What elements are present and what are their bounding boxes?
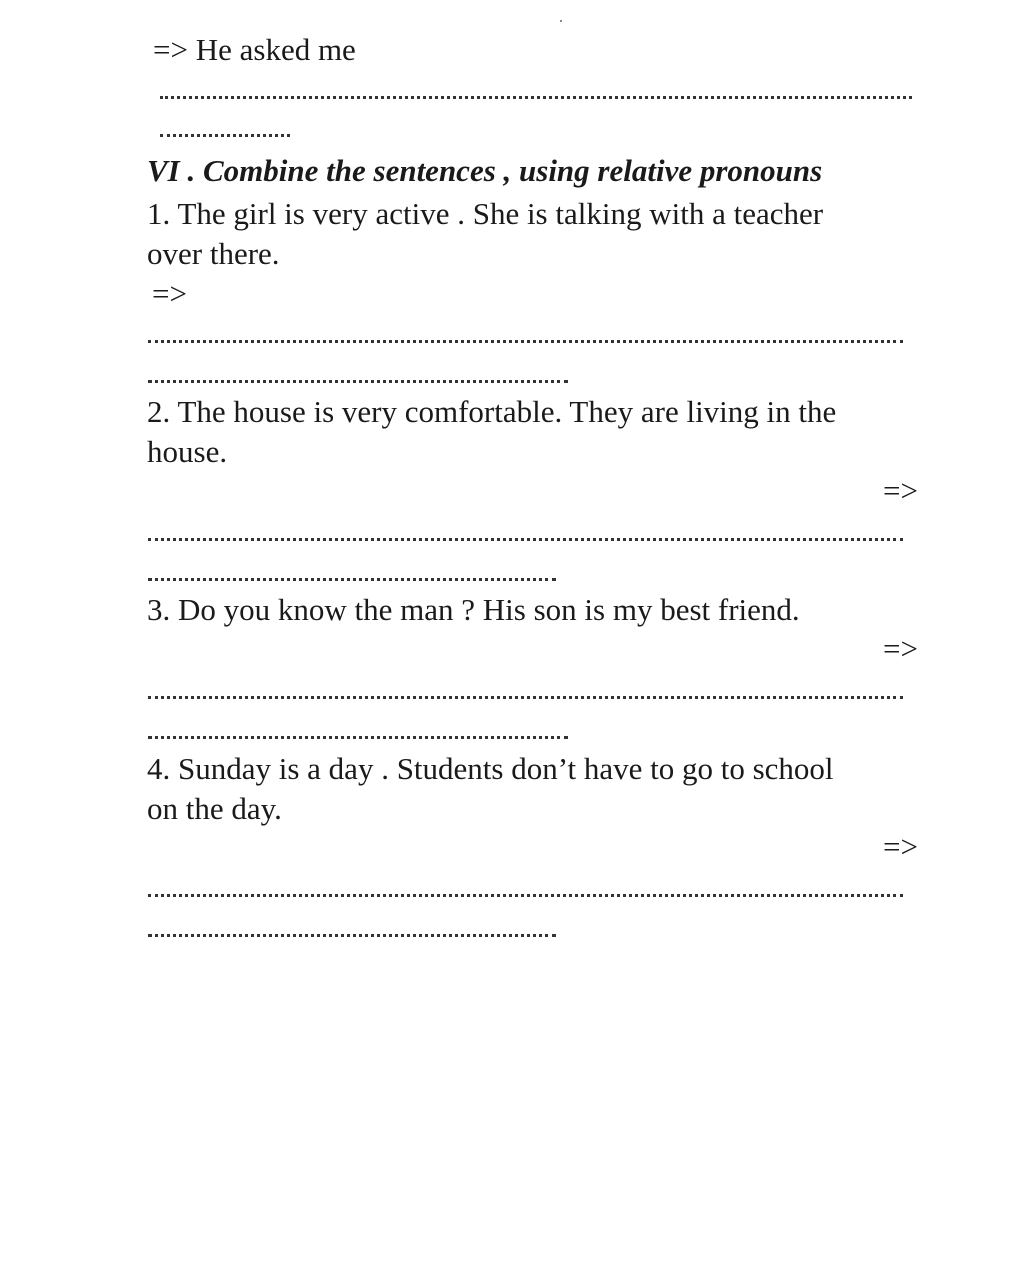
answer-line[interactable] [148,736,568,739]
answer-line[interactable] [148,696,903,699]
scan-speck [560,20,562,22]
question-2-line1: 2. The house is very comfortable. They are living in the [147,394,837,429]
question-1-line2: over there. [147,236,280,271]
question-4-line1: 4. Sunday is a day . Students don’t have to go to school [147,751,834,786]
answer-arrow: => [153,32,188,67]
question-4-arrow: => [883,829,918,864]
question-1-line1: 1. The girl is very active . She is talking with a teacher [147,196,824,231]
question-4-line2: on the day. [147,791,282,826]
question-2-line2: house. [147,434,228,469]
answer-line[interactable] [148,340,903,343]
answer-line[interactable] [160,96,912,99]
question-2-arrow: => [883,473,918,508]
answer-line[interactable] [148,894,903,897]
answer-line[interactable] [148,538,903,541]
answer-line[interactable] [160,134,290,137]
answer-line[interactable] [148,578,556,581]
answer-text: He asked me [195,32,356,67]
question-3-line1: 3. Do you know the man ? His son is my best friend. [147,592,800,627]
answer-line[interactable] [148,934,556,937]
question-3-arrow: => [883,631,918,666]
answer-line[interactable] [148,380,568,383]
section-heading: VI . Combine the sentences , using relative pronouns [147,153,823,188]
top-answer [153,34,356,65]
question-1-arrow: => [152,276,187,311]
